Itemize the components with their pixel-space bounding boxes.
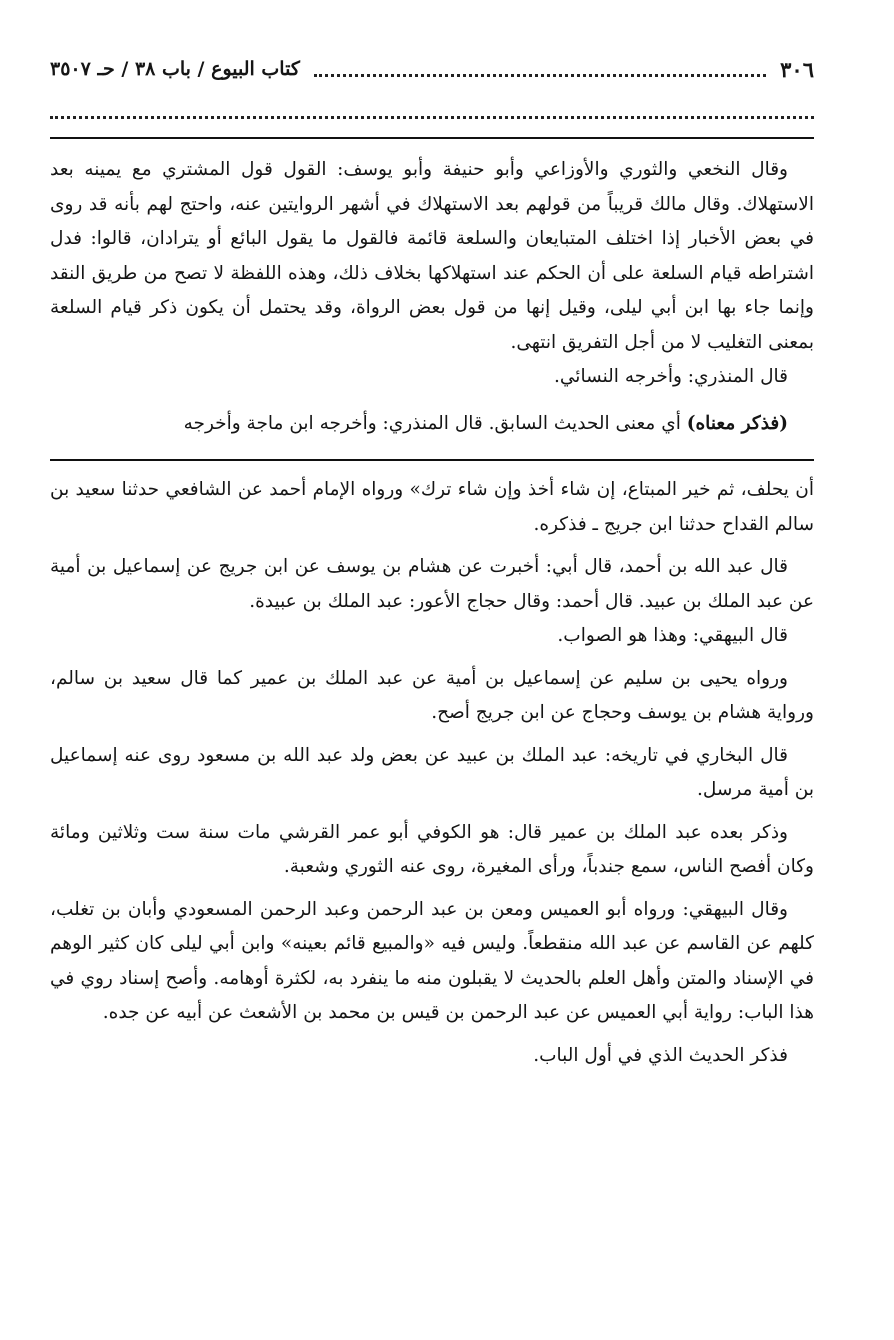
footnote-paragraph: قال عبد الله بن أحمد، قال أبي: أخبرت عن هشام بن يوسف عن ابن جريج عن إسماعيل بن أمية عن عبد الملك بن عبيد. قال أحمد: وقال حجاج الأعور: عبد الملك بن عبيدة. [50, 556, 814, 612]
footnote-paragraph: قال البيهقي: وهذا هو الصواب. [557, 625, 788, 646]
footnote-paragraph: ورواه يحيى بن سليم عن إسماعيل بن أمية عن عبد الملك بن عمير كما قال سعيد بن سالم، ورواية هشام بن يوسف وحجاج عن ابن جريج أصح. [50, 667, 814, 723]
running-title: كتاب البيوع / باب ٣٨ / حـ ٣٥٠٧ [50, 58, 300, 80]
footnote-paragraph: وقال البيهقي: ورواه أبو العميس ومعن بن عبد الرحمن وعبد الرحمن المسعودي وأبان بن تغلب، كلهم عن القاسم عن عبد الله منقطعاً. وليس فيه «والمبيع قائم بعينه» وابن أبي ليلى كان كثير الوهم في الإسناد والمتن وأهل العلم بالحديث لا يقبلون منه ما ينفرد به، لكثرة أوهامه. وأصح إسناد روي في هذا الباب: رواية أبي العميس عن عبد الرحمن بن قيس بن محمد بن الأشعث عن أبيه عن جده. [50, 898, 814, 1023]
commentary-paragraph [50, 407, 814, 442]
page-number: ٣٠٦ [780, 56, 814, 82]
footnote-rule [50, 459, 814, 461]
commentary-paragraph: وقال النخعي والثوري والأوزاعي وأبو حنيفة وأبو يوسف: القول قول المشتري مع يمينه بعد الاستهلاك. وقال مالك قريباً من قولهم بعد الاستهلاك في أشهر الروايتين عنه، واحتج لهم بأنه قد روى في بعض الأخبار إذا اختلف المتبايعان والسلعة قائمة فالقول ما يقول البائع أو يترادان، قالوا: فدل اشتراطه قيام السلعة على أن الحكم عند استهلاكها بخلاف ذلك، وهذه اللفظة لا تصح من طريق النقد وإنما جاء بها ابن أبي ليلى، وقيل إنها من قول بعض الرواة، وقد يحتمل أن يكون ذكر قيام السلعة بمعنى التغليب لا من أجل التفريق انتهى. [50, 159, 814, 353]
footnote-paragraph: وذكر بعده عبد الملك بن عمير قال: هو الكوفي أبو عمر القرشي مات سنة ست وثلاثين ومائة وكان أفصح الناس، سمع جندباً، ورأى المغيرة، روى عنه الثوري وشعبة. [50, 821, 814, 877]
commentary-section [50, 153, 814, 441]
bold-lead: (فذكر معناه) [686, 412, 788, 434]
footnotes-section [50, 473, 814, 1073]
footnote-paragraph: أن يحلف، ثم خير المبتاع، إن شاء أخذ وإن شاء ترك» ورواه الإمام أحمد عن الشافعي حدثنا سعيد بن سالم القداح حدثنا ابن جريج ـ فذكره. [50, 479, 814, 535]
footnote-paragraph: فذكر الحديث الذي في أول الباب. [533, 1044, 788, 1066]
running-header [50, 52, 814, 86]
top-rule [50, 137, 814, 139]
dotted-separator [50, 110, 814, 119]
header-dot-leader [314, 62, 766, 77]
commentary-text: أي معنى الحديث السابق. قال المنذري: وأخرجه ابن ماجة وأخرجه [183, 412, 687, 434]
commentary-paragraph: قال المنذري: وأخرجه النسائي. [554, 366, 788, 387]
footnote-paragraph: قال البخاري في تاريخه: عبد الملك بن عبيد عن بعض ولد عبد الله بن مسعود روى عنه إسماعيل بن أمية مرسل. [50, 744, 814, 800]
book-page [50, 52, 814, 1073]
